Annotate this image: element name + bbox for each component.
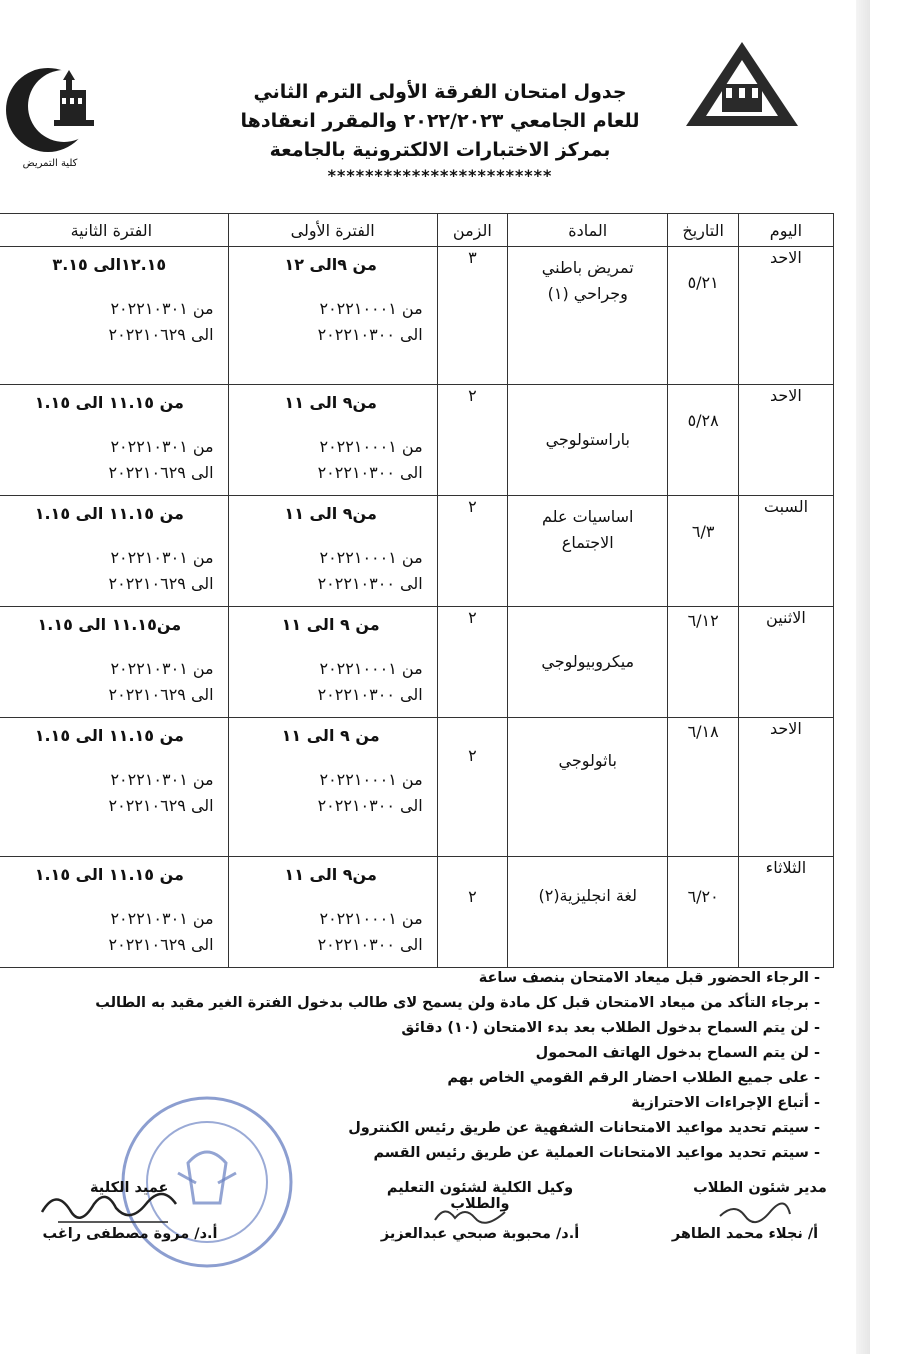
cell-period-2 [0,857,228,968]
vice-dean-name: أ.د/ محبوبة صبحي عبدالعزيز [380,1226,580,1242]
nursing-logo-caption: كلية التمريض [22,158,78,169]
period-2-to: الى ٢٠٢٢١٠٦٢٩ [108,935,214,954]
period-2-from: من ٢٠٢٢١٠٣٠١ [110,437,214,456]
period-1-from: من ٢٠٢٢١٠٠٠١ [319,659,423,678]
period-1-to: الى ٢٠٢٢١٠٣٠٠ [317,325,423,344]
instruction-item: - أتباع الإجراءات الاحترازية [631,1095,820,1111]
period-1-from: من ٢٠٢٢١٠٠٠١ [319,770,423,789]
cell-period-2 [0,718,228,857]
cell-duration: ٣ [437,247,507,385]
table-row [0,247,834,385]
col-day: اليوم [738,214,833,247]
period-2-to: الى ٢٠٢٢١٠٦٢٩ [108,685,214,704]
cell-period-2 [0,607,228,718]
dean-signature-mark [38,1186,188,1230]
period-2-time: من ١١.١٥ الى ١.١٥ [34,393,184,412]
cell-day: الاثنين [738,607,833,718]
period-2-to: الى ٢٠٢٢١٠٦٢٩ [108,796,214,815]
period-2-time: من ١١.١٥ الى ١.١٥ [34,865,184,884]
header-line-3: بمركز الاختبارات الالكترونية بالجامعة [269,139,611,161]
table-row [0,718,834,857]
period-1-from: من ٢٠٢٢١٠٠٠١ [319,548,423,567]
cell-subject: باراستولوجي [508,385,668,496]
cell-subject: تمريض باطني وجراحي (١) [508,247,668,385]
period-2-from: من ٢٠٢٢١٠٣٠١ [110,548,214,567]
period-2-time: من ١١.١٥ الى ١.١٥ [34,504,184,523]
vice-dean-signature-mark [430,1200,520,1228]
page-edge [856,0,870,1354]
period-1-from: من ٢٠٢٢١٠٠٠١ [319,299,423,318]
cell-date: ٦/٣ [668,496,738,607]
cell-day: الاحد [738,718,833,857]
period-1-from: من ٢٠٢٢١٠٠٠١ [319,437,423,456]
cell-subject: اساسيات علم الاجتماع [508,496,668,607]
vice-dean-title: وكيل الكلية لشئون التعليم والطلاب [386,1180,574,1212]
cell-day: الاحد [738,247,833,385]
instruction-item: - سيتم تحديد مواعيد الامتحانات الشفهية عن طريق رئيس الكنترول [348,1120,820,1136]
cell-date: ٥/٢١ [668,247,738,385]
period-2-from: من ٢٠٢٢١٠٣٠١ [110,299,214,318]
cell-period-1 [228,385,437,496]
cell-duration: ٢ [437,857,507,968]
period-2-from: من ٢٠٢٢١٠٣٠١ [110,770,214,789]
cell-date: ٦/١٨ [668,718,738,857]
instruction-item: - لن يتم السماح بدخول الهاتف المحمول [535,1045,820,1061]
period-2-time: من ١١.١٥ الى ١.١٥ [34,726,184,745]
cell-period-1 [228,247,437,385]
instruction-item: - الرجاء الحضور قبل ميعاد الامتحان بنصف ساعة [478,970,820,986]
table-row [0,857,834,968]
period-1-time: من٩ الى ١١ [284,393,377,412]
cell-period-1 [228,496,437,607]
cell-day: الثلاثاء [738,857,833,968]
period-2-time: من١١.١٥ الى ١.١٥ [37,615,182,634]
period-1-to: الى ٢٠٢٢١٠٣٠٠ [317,796,423,815]
nursing-faculty-logo [0,60,105,180]
cell-duration: ٢ [437,718,507,857]
table-row [0,607,834,718]
table-row [0,385,834,496]
period-1-to: الى ٢٠٢٢١٠٣٠٠ [317,935,423,954]
cell-period-1 [228,607,437,718]
cell-duration: ٢ [437,496,507,607]
table-row [0,496,834,607]
exam-schedule-table [0,213,834,968]
period-2-to: الى ٢٠٢٢١٠٦٢٩ [108,574,214,593]
cell-day: السبت [738,496,833,607]
instruction-item: - لن يتم السماح بدخول الطلاب بعد بدء الامتحان (١٠) دقائق [401,1020,820,1036]
period-2-from: من ٢٠٢٢١٠٣٠١ [110,909,214,928]
students-affairs-manager-title: مدير شئون الطلاب [693,1180,827,1196]
university-logo [682,38,802,138]
period-2-to: الى ٢٠٢٢١٠٦٢٩ [108,325,214,344]
header-line-2: للعام الجامعي ٢٠٢٢/٢٠٢٣ والمقرر انعقادها [240,110,640,132]
instruction-item: - على جميع الطلاب احضار الرقم القومي الخاص بهم [447,1070,820,1086]
instruction-item: - برجاء التأكد من ميعاد الامتحان قبل كل مادة ولن يسمح لاى طالب بدخول الفترة الغير مقيد به الطالب [95,995,820,1011]
period-1-from: من ٢٠٢٢١٠٠٠١ [319,909,423,928]
cell-duration: ٢ [437,607,507,718]
period-2-from: من ٢٠٢٢١٠٣٠١ [110,659,214,678]
instruction-item: - سيتم تحديد مواعيد الامتحانات العملية عن طريق رئيس القسم [373,1145,820,1161]
cell-date: ٦/١٢ [668,607,738,718]
period-1-time: من٩ الى ١١ [284,865,377,884]
period-1-time: من ٩ الى ١١ [281,726,380,745]
cell-day: الاحد [738,385,833,496]
period-1-time: من ٩ الى ١١ [281,615,380,634]
col-date: التاريخ [668,214,738,247]
cell-subject: لغة انجليزية(٢) [508,857,668,968]
dean-name: أ.د/ مروة مصطفى راغب [42,1226,218,1242]
period-2-to: الى ٢٠٢٢١٠٦٢٩ [108,463,214,482]
period-1-to: الى ٢٠٢٢١٠٣٠٠ [317,685,423,704]
header-line-1: جدول امتحان الفرقة الأولى الترم الثاني [253,81,627,103]
period-1-to: الى ٢٠٢٢١٠٣٠٠ [317,463,423,482]
col-subject: المادة [508,214,668,247]
students-affairs-manager-name: أ/ نجلاء محمد الطاهر [671,1226,819,1242]
cell-date: ٥/٢٨ [668,385,738,496]
cell-subject: ميكروبيولوجي [508,607,668,718]
cell-period-2 [0,496,228,607]
col-period-1: الفترة الأولى [228,214,437,247]
period-1-time: من ٩الى ١٢ [284,255,377,274]
period-1-time: من٩ الى ١١ [284,504,377,523]
cell-period-2 [0,247,228,385]
col-duration: الزمن [437,214,507,247]
manager-signature-mark [715,1198,795,1226]
document-header [200,78,680,187]
cell-period-1 [228,718,437,857]
dean-title: عميد الكلية [90,1180,169,1196]
cell-date: ٦/٢٠ [668,857,738,968]
cell-duration: ٢ [437,385,507,496]
col-period-2: الفترة الثانية [0,214,228,247]
period-2-time: ١٢.١٥الى ٣.١٥ [52,255,167,274]
table-header-row [0,214,834,247]
header-stars: ************************ [327,166,553,185]
period-1-to: الى ٢٠٢٢١٠٣٠٠ [317,574,423,593]
cell-period-2 [0,385,228,496]
cell-subject: باثولوجي [508,718,668,857]
cell-period-1 [228,857,437,968]
